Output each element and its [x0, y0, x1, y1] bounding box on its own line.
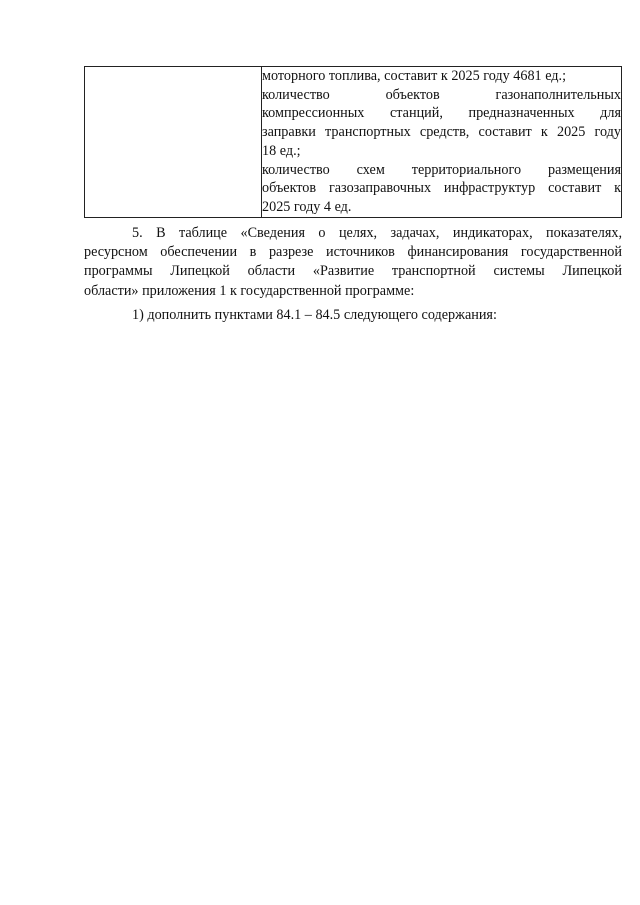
table-cell-line: количество схем территориального размещения	[262, 161, 621, 178]
table-cell-empty	[85, 67, 262, 218]
table-cell-line: 18 ед.;	[262, 142, 301, 159]
table-cell-line: количество объектов газонаполнительных	[262, 86, 621, 103]
paragraph-line: 5. В таблице «Сведения о целях, задачах, индикаторах, показателях,	[132, 225, 622, 241]
table-cell-line: заправки транспортных средств, составит к 2025 году	[262, 124, 621, 141]
table-cell-line: моторного топлива, составит к 2025 году 4681 ед.;	[262, 68, 567, 84]
paragraph-item-1	[84, 306, 622, 325]
paragraph-line: области» приложения 1 к государственной программе:	[84, 282, 415, 299]
table-cell-indicators	[262, 67, 622, 218]
paragraph-line: ресурсном обеспечении в разрезе источников финансирования государственной	[84, 244, 622, 261]
continuation-table	[84, 66, 622, 218]
table-row	[85, 67, 622, 218]
table-cell-line: компрессионных станций, предназначенных для	[262, 105, 621, 122]
paragraph-5	[84, 224, 622, 301]
table-cell-line: объектов газозаправочных инфраструктур составит к	[262, 180, 621, 197]
table-cell-line: 2025 году 4 ед.	[262, 198, 352, 215]
paragraph-line: программы Липецкой области «Развитие транспортной системы Липецкой	[84, 263, 622, 280]
paragraph-line: 1) дополнить пунктами 84.1 – 84.5 следующего содержания:	[132, 307, 497, 323]
